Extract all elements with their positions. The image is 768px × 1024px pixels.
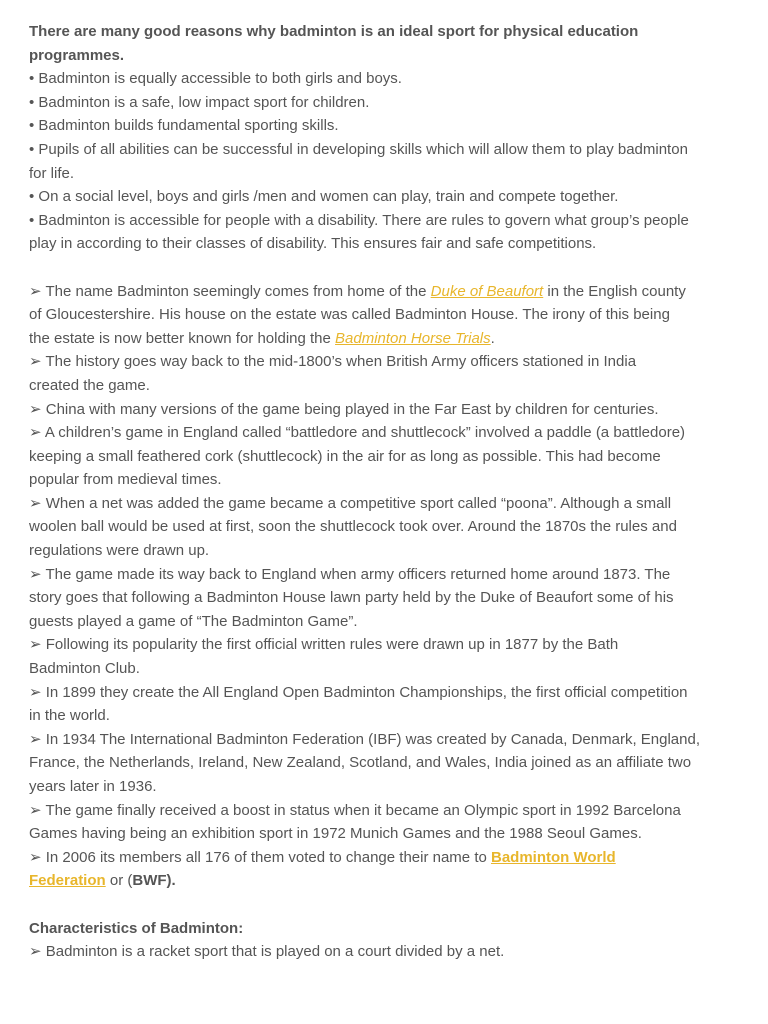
history-name-line-1 [29,280,741,304]
spacer [29,893,741,917]
intro-bullet-continuation: for life. [29,164,75,182]
history-line: Badminton Club. [29,660,140,678]
intro-bullet: • Badminton is accessible for people with a disability. There are rules to govern what group’s people [29,211,689,229]
history-name-line-2: of Gloucestershire. His house on the estate was called Badminton House. The irony of this being [29,306,670,324]
intro-bullet: • Badminton is a safe, low impact sport for children. [29,93,370,111]
history-text: . [490,329,495,347]
intro-heading-line-2 [29,44,741,68]
badminton-world-federation-link[interactable]: Badminton World [491,848,616,866]
history-line: ➢ The history goes way back to the mid-1800’s when British Army officers stationed in India [29,353,637,371]
bwf-line-2 [29,869,741,893]
badminton-horse-trials-link[interactable]: Badminton Horse Trials [335,329,491,347]
history-text: or ( [105,872,133,890]
intro-bullet: • Pupils of all abilities can be successful in developing skills which will allow them to play badminton [29,140,688,158]
history-line: guests played a game of “The Badminton Game”. [29,612,358,630]
history-text: ➢ The name Badminton seemingly comes from home of the [29,282,431,300]
bwf-line-1 [29,846,741,870]
characteristics-heading-text: Characteristics of Badminton: [29,919,244,937]
history-line: ➢ The game finally received a boost in status when it became an Olympic sport in 1992 Barcelona [29,801,681,819]
intro-bullet-continuation: play in according to their classes of disability. This ensures fair and safe competitions. [29,235,597,253]
history-line: ➢ A children’s game in England called “battledore and shuttlecock” involved a paddle (a battledore) [29,424,686,442]
history-line: ➢ The game made its way back to England when army officers returned home around 1873. The [29,565,671,583]
badminton-world-federation-link-cont[interactable]: Federation [29,872,106,890]
history-line: Games having being an exhibition sport in 1972 Munich Games and the 1988 Seoul Games. [29,825,642,843]
intro-heading-text-2: programmes. [29,46,125,64]
characteristics-line: ➢ Badminton is a racket sport that is played on a court divided by a net. [29,943,505,961]
intro-bullet: • On a social level, boys and girls /men and women can play, train and compete together. [29,188,619,206]
history-line: ➢ In 1934 The International Badminton Federation (IBF) was created by Canada, Denmark, England, [29,730,701,748]
history-line: woolen ball would be used at first, soon the shuttlecock took over. Around the 1870s the rules and [29,518,677,536]
intro-heading-text-1: There are many good reasons why badminton is an ideal sport for physical education [29,23,639,40]
history-line: ➢ Following its popularity the first official written rules were drawn up in 1877 by the Bath [29,636,619,654]
history-line: regulations were drawn up. [29,542,210,560]
history-line: ➢ China with many versions of the game being played in the Far East by children for centuries. [29,400,659,418]
article-body [29,20,741,964]
history-line: in the world. [29,707,110,725]
history-text: in the English county [543,282,686,300]
history-line: ➢ In 1899 they create the All England Open Badminton Championships, the first official competition [29,683,688,701]
history-line: created the game. [29,376,150,394]
history-line: popular from medieval times. [29,471,222,489]
characteristics-heading [29,917,741,941]
intro-bullet: • Badminton is equally accessible to both girls and boys. [29,70,402,88]
bwf-abbreviation: BWF). [132,872,176,890]
history-line: France, the Netherlands, Ireland, New Zealand, Scotland, and Wales, India joined as an affiliate two [29,754,692,772]
intro-bullet: • Badminton builds fundamental sporting skills. [29,117,339,135]
history-line: keeping a small feathered cork (shuttlecock) in the air for as long as possible. This had become [29,447,661,465]
duke-of-beaufort-link[interactable]: Duke of Beaufort [430,282,544,300]
history-line: years later in 1936. [29,778,157,795]
spacer [29,256,741,280]
history-name-line-3 [29,327,741,351]
history-line: story goes that following a Badminton House lawn party held by the Duke of Beaufort some of his [29,589,674,607]
history-text: the estate is now better known for holding the [29,329,336,347]
history-text: ➢ In 2006 its members all 176 of them voted to change their name to [29,848,491,866]
intro-heading-line-1 [29,20,741,44]
history-line: ➢ When a net was added the game became a competitive sport called “poona”. Although a small [29,494,672,512]
